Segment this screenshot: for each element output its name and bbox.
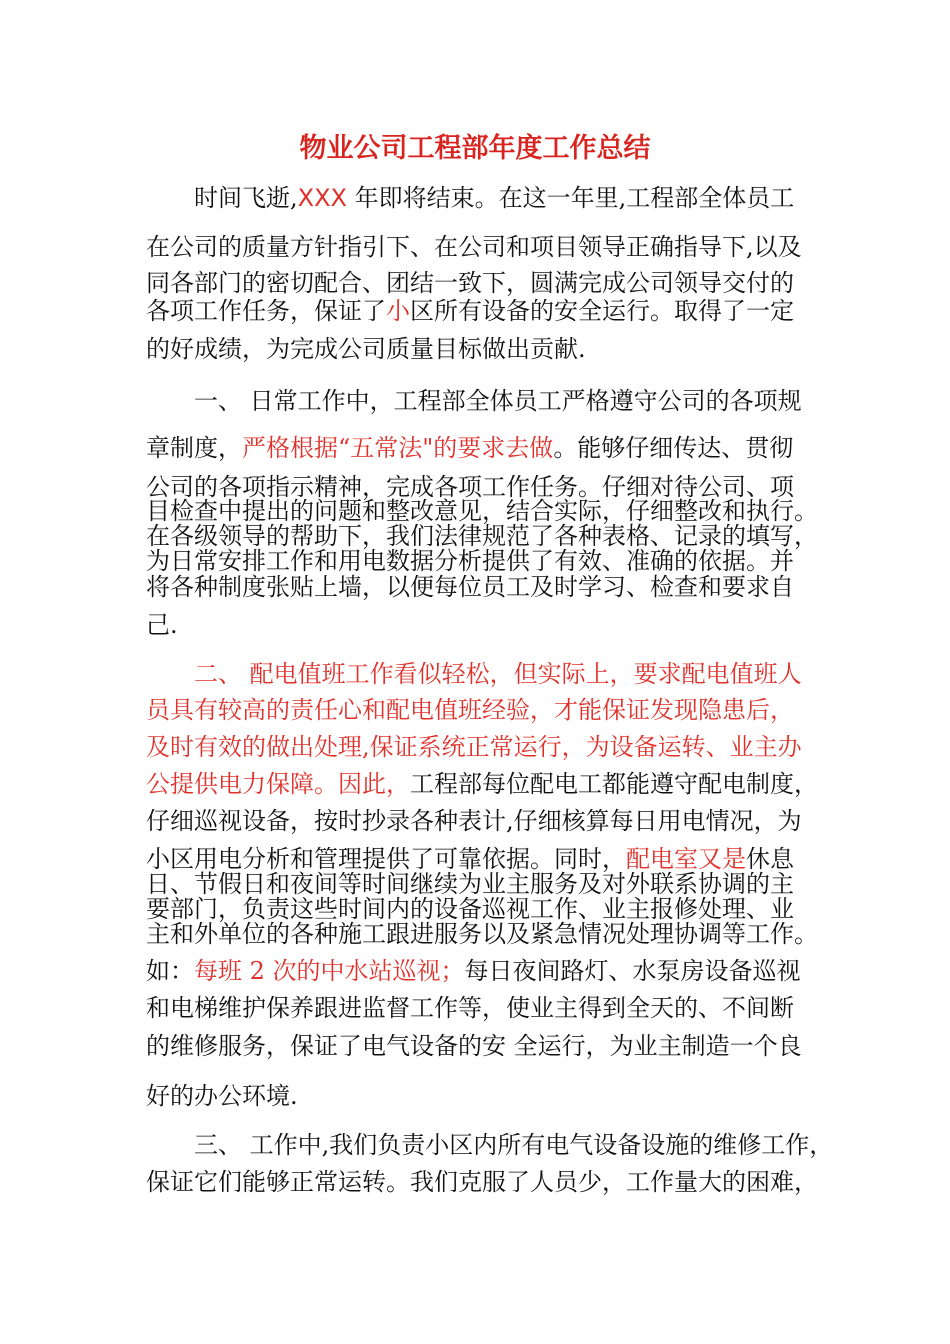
p3-line-9: 主和外单位的各种施工跟进服务以及紧急情况处理协调等工作。 xyxy=(146,920,818,948)
p1-l1-text-c: 年即将结束。在这一年里,工程部全体员工 xyxy=(346,184,795,212)
p3-line-10 xyxy=(146,956,801,986)
p3-line-11: 和电梯维护保养跟进监督工作等，使业主得到全天的、不间断 xyxy=(146,994,794,1022)
p1-l1-highlight-xxx: XXX xyxy=(297,184,347,212)
p2-line-2 xyxy=(146,433,793,463)
p3-l6-text-c: 休息 xyxy=(746,845,794,873)
p2-l2-text-a: 章制度， xyxy=(146,434,242,462)
p2-line-7: 将各种制度张贴上墙，以便每位员工及时学习、检查和要求自 xyxy=(146,573,794,601)
p1-l1-text-a: 时间飞逝, xyxy=(194,184,298,212)
p2-line-6: 为日常安排工作和用电数据分析提供了有效、准确的依据。并 xyxy=(146,547,794,575)
p3-l10-text-a: 如： xyxy=(146,957,194,985)
document-title: 物业公司工程部年度工作总结 xyxy=(299,133,651,164)
p3-l6-highlight: 配电室又是 xyxy=(626,845,746,873)
p3-l6-text-a: 小区用电分析和管理提供了可靠依据。同时， xyxy=(146,845,626,873)
p3-line-1: 二、 配电值班工作看似轻松，但实际上，要求配电值班人 xyxy=(194,660,802,688)
p2-line-4: 目检查中提出的问题和整改意见，结合实际，仔细整改和执行。 xyxy=(146,497,818,525)
p3-line-12: 的维修服务，保证了电气设备的安 全运行，为业主制造一个良 xyxy=(146,1032,802,1060)
p3-l10-highlight: 每班 2 次的中水站巡视； xyxy=(194,957,465,985)
p3-line-8: 要部门，负责这些时间内的设备巡视工作、业主报修处理、业 xyxy=(146,895,794,923)
p2-l2-highlight: 严格根据“五常法"的要求去做 xyxy=(242,434,554,462)
p3-line-4 xyxy=(146,769,818,799)
p1-line-5: 的好成绩，为完成公司质量目标做出贡献. xyxy=(146,335,586,363)
p3-line-7: 日、节假日和夜间等时间继续为业主服务及对外联系协调的主 xyxy=(146,870,794,898)
p2-line-5: 在各级领导的帮助下，我们法律规范了各种表格、记录的填写， xyxy=(146,522,818,550)
p4-line-2: 保证它们能够正常运转。我们克服了人员少，工作量大的困难， xyxy=(146,1168,818,1196)
p2-line-8: 己. xyxy=(146,611,178,639)
p3-line-13: 好的办公环境. xyxy=(146,1082,298,1110)
p1-l4-text-a: 各项工作任务，保证了 xyxy=(146,297,386,325)
p3-line-5: 仔细巡视设备，按时抄录各种表计,仔细核算每日用电情况，为 xyxy=(146,807,802,835)
p1-line-2: 在公司的质量方针指引下、在公司和项目领导正确指导下,以及 xyxy=(146,233,802,261)
p3-l4-text-b: 工程部每位配电工都能遵守配电制度， xyxy=(410,770,818,798)
p2-line-3: 公司的各项指示精神，完成各项工作任务。仔细对待公司、项 xyxy=(146,473,794,501)
p3-line-2: 员具有较高的责任心和配电值班经验，才能保证发现隐患后， xyxy=(146,696,794,724)
p3-l10-text-c: 每日夜间路灯、水泵房设备巡视 xyxy=(464,957,801,985)
p1-l4-text-c: 区所有设备的安全运行。取得了一定 xyxy=(410,297,794,325)
p2-l2-text-c: 。能够仔细传达、贯彻 xyxy=(553,434,794,462)
p4-line-1: 三、 工作中,我们负责小区内所有电气设备设施的维修工作， xyxy=(194,1131,834,1159)
p2-line-1: 一、 日常工作中，工程部全体员工严格遵守公司的各项规 xyxy=(194,387,802,415)
p1-line-1 xyxy=(194,183,794,213)
p1-line-4 xyxy=(146,296,794,326)
p1-l4-highlight: 小 xyxy=(386,297,410,325)
p3-line-3: 及时有效的做出处理,保证系统正常运行，为设备运转、业主办 xyxy=(146,733,802,761)
p3-l4-highlight: 公提供电力保障。因此， xyxy=(146,770,410,798)
p1-line-3: 同各部门的密切配合、团结一致下，圆满完成公司领导交付的 xyxy=(146,269,794,297)
